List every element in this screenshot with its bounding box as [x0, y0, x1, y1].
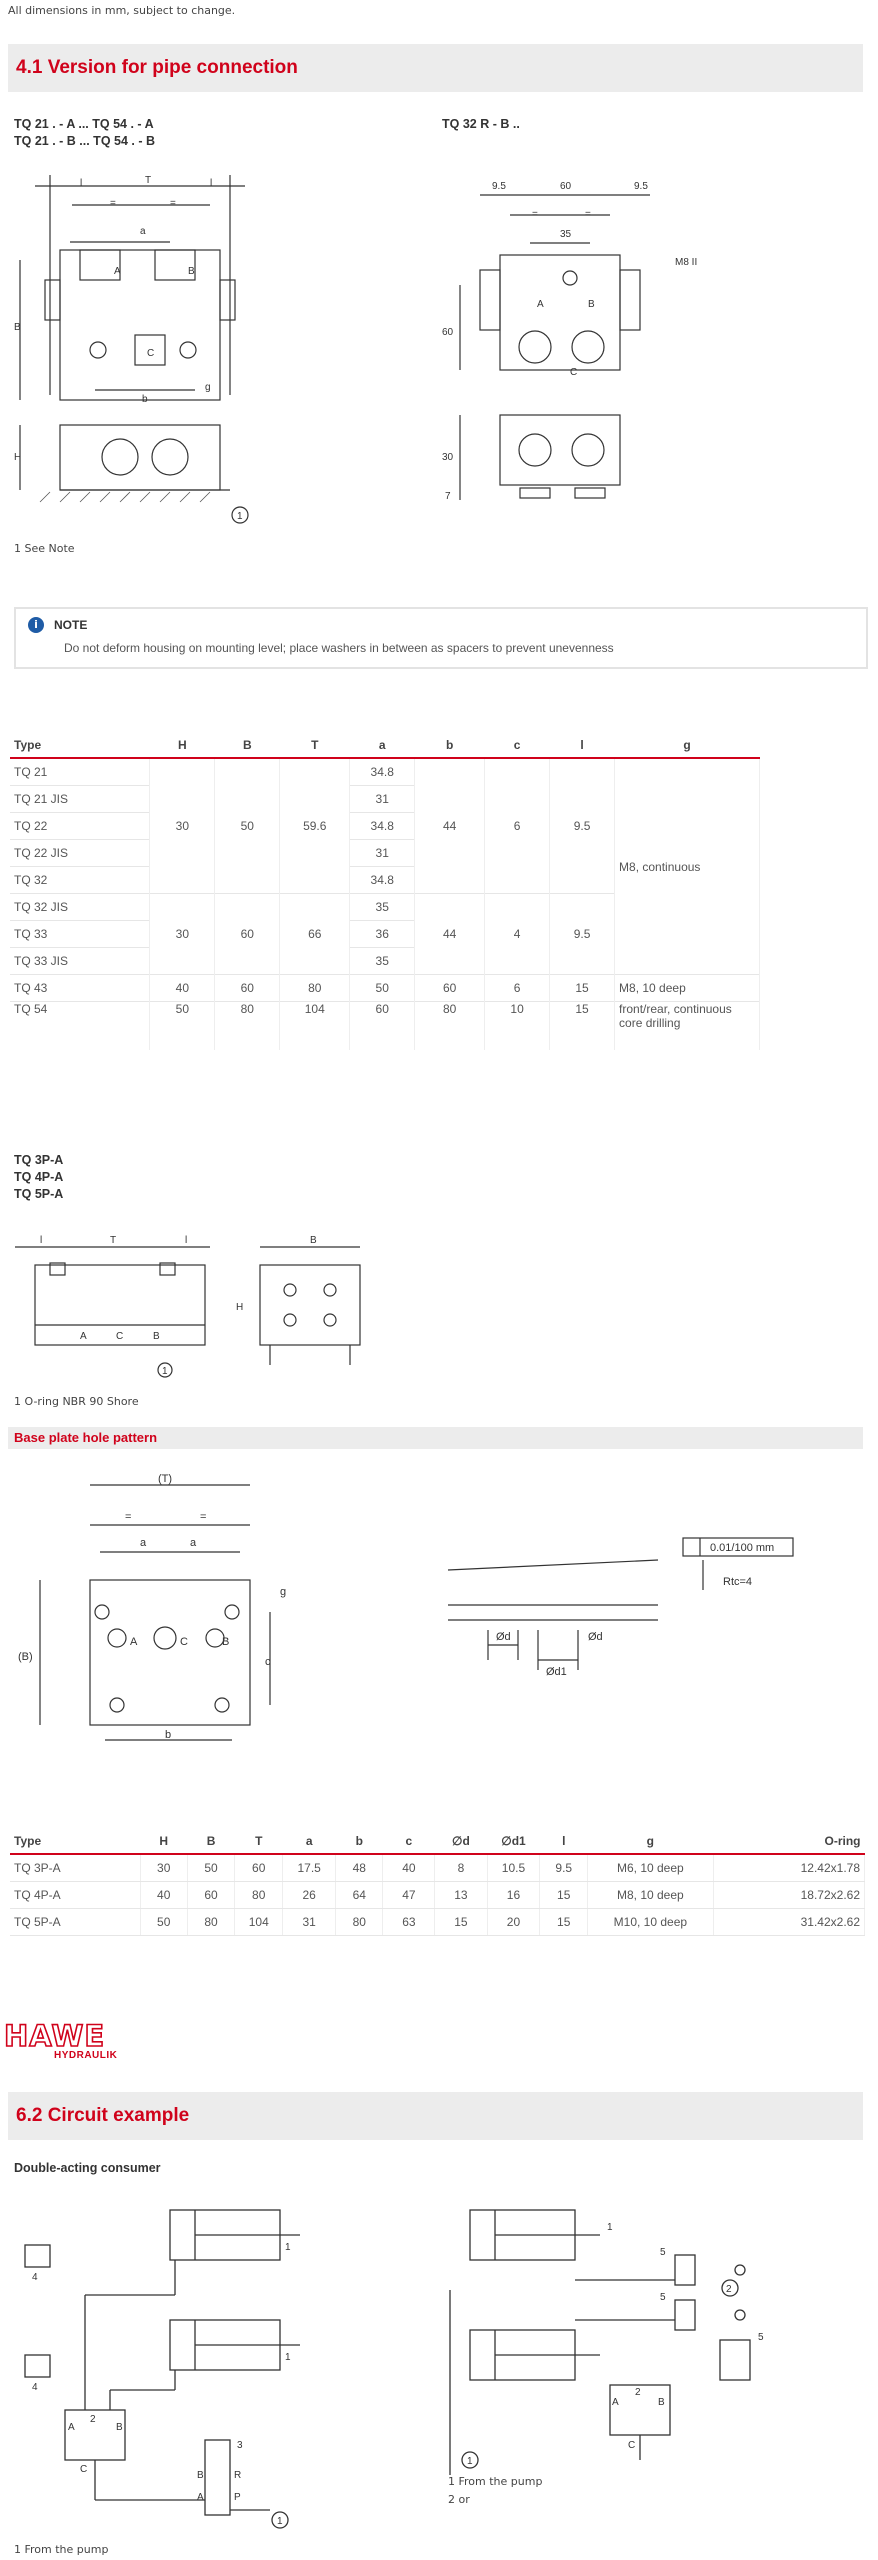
cell: 47: [383, 1882, 435, 1909]
pipe-connection-drawing-right: [440, 175, 720, 515]
circuit-diagram-right: [440, 2200, 780, 2520]
cell: 40: [140, 1882, 187, 1909]
cell: 35: [350, 948, 415, 975]
col-header: g: [615, 733, 760, 758]
svg-text:=: =: [585, 209, 591, 220]
svg-text:a: a: [190, 1537, 197, 1549]
col-header: l: [540, 1829, 588, 1854]
label-line: TQ 4P-A: [14, 1170, 64, 1184]
cell: 31: [283, 1909, 336, 1936]
cell: 31.42x2.62: [713, 1909, 864, 1936]
svg-text:9.5: 9.5: [492, 181, 506, 192]
cell: 48: [336, 1854, 383, 1882]
svg-text:A: A: [114, 266, 121, 277]
svg-text:a: a: [140, 1537, 147, 1549]
col-header: ∅d1: [487, 1829, 540, 1854]
svg-text:1: 1: [607, 2222, 613, 2233]
col-header: H: [150, 733, 215, 758]
roughness-label: Rtc=4: [723, 1576, 753, 1588]
cell: 15: [540, 1909, 588, 1936]
cell: 104: [280, 1002, 350, 1051]
svg-text:H: H: [14, 452, 22, 463]
cell: 6: [485, 975, 550, 1002]
type-cell: TQ 33: [10, 921, 150, 948]
svg-text:=: =: [170, 198, 176, 209]
cell: 8: [435, 1854, 487, 1882]
type-cell: TQ 21 JIS: [10, 786, 150, 813]
svg-text:3: 3: [237, 2440, 243, 2451]
cell: 18.72x2.62: [713, 1882, 864, 1909]
svg-text:B: B: [153, 1331, 160, 1342]
cell: 59.6: [280, 758, 350, 894]
cell: 17.5: [283, 1854, 336, 1882]
cell: 10: [485, 1002, 550, 1051]
col-header: b: [415, 733, 485, 758]
svg-text:l: l: [210, 178, 213, 189]
cell: 26: [283, 1882, 336, 1909]
type-cell: TQ 32 JIS: [10, 894, 150, 921]
svg-text:C: C: [116, 1331, 124, 1342]
svg-text:A: A: [80, 1331, 87, 1342]
note-title: NOTE: [54, 618, 88, 632]
svg-text:M8 II: M8 II: [675, 257, 698, 268]
table-row: [10, 1002, 760, 1051]
col-header: B: [187, 1829, 234, 1854]
cell: 50: [187, 1854, 234, 1882]
cell: 60: [350, 1002, 415, 1051]
svg-text:1: 1: [467, 2456, 473, 2467]
cell: 50: [350, 975, 415, 1002]
svg-text:l: l: [40, 1235, 43, 1246]
svg-text:5: 5: [660, 2292, 666, 2303]
cell: 15: [435, 1909, 487, 1936]
svg-text:C: C: [147, 348, 155, 359]
svg-text:a: a: [140, 226, 146, 237]
table-row: [10, 758, 760, 786]
hawe-logo: [4, 2021, 134, 2063]
cell: 9.5: [550, 758, 615, 894]
svg-text:T: T: [110, 1235, 117, 1246]
svg-text:B: B: [222, 1636, 230, 1648]
footnote-see-note: 1 See Note: [14, 542, 75, 555]
cell: 31: [350, 840, 415, 867]
cell: 30: [150, 758, 215, 894]
cell: 15: [540, 1882, 588, 1909]
label-line-1: TQ 21 . - A ... TQ 54 . - A: [14, 117, 154, 131]
cell: 31: [350, 786, 415, 813]
svg-text:B: B: [658, 2397, 665, 2408]
svg-text:60: 60: [442, 327, 454, 338]
svg-text:Ød: Ød: [496, 1631, 511, 1643]
svg-text:(B): (B): [18, 1651, 33, 1663]
svg-text:Ød: Ød: [588, 1631, 603, 1643]
footnote-oring: 1 O-ring NBR 90 Shore: [14, 1395, 139, 1408]
type-cell: TQ 5P-A: [10, 1909, 140, 1936]
type-cell: TQ 54: [10, 1002, 150, 1051]
type-cell: TQ 22 JIS: [10, 840, 150, 867]
dimension-table-1: [10, 733, 760, 1050]
svg-text:2: 2: [90, 2414, 96, 2425]
col-header: c: [485, 733, 550, 758]
col-header: T: [280, 733, 350, 758]
flatness-drawing: [438, 1530, 818, 1700]
drawing-label-right: TQ 32 R - B ..: [442, 117, 520, 131]
cell: 4: [485, 894, 550, 975]
cell: 63: [383, 1909, 435, 1936]
svg-text:7: 7: [445, 491, 451, 502]
cell: 10.5: [487, 1854, 540, 1882]
svg-text:4: 4: [32, 2382, 38, 2393]
cell: 20: [487, 1909, 540, 1936]
cell: 40: [150, 975, 215, 1002]
cell: 9.5: [550, 894, 615, 975]
label-line-2: TQ 21 . - B ... TQ 54 . - B: [14, 134, 155, 148]
type-cell: TQ 32: [10, 867, 150, 894]
cell: 80: [235, 1882, 283, 1909]
circuit-diagram-left: [10, 2200, 320, 2545]
svg-text:A: A: [612, 2397, 619, 2408]
cell: 66: [280, 894, 350, 975]
right-footnote-2: 2 or: [448, 2493, 470, 2506]
logo-brand: HAWE: [4, 2019, 106, 2053]
svg-text:9.5: 9.5: [634, 181, 648, 192]
cell: 36: [350, 921, 415, 948]
cell: M8, 10 deep: [615, 975, 760, 1002]
svg-text:=: =: [110, 198, 116, 209]
svg-text:B: B: [588, 299, 595, 310]
svg-text:g: g: [205, 382, 211, 393]
cell: 44: [415, 758, 485, 894]
svg-text:2: 2: [635, 2387, 641, 2398]
svg-text:C: C: [80, 2464, 88, 2475]
cell: M8, continuous: [615, 758, 760, 975]
svg-text:1: 1: [285, 2352, 291, 2363]
section-header-6-2: [8, 2092, 863, 2140]
cell: 15: [550, 1002, 615, 1051]
cell: 30: [150, 894, 215, 975]
cell: 50: [140, 1909, 187, 1936]
cell: 12.42x1.78: [713, 1854, 864, 1882]
type-cell: TQ 43: [10, 975, 150, 1002]
cell: 80: [415, 1002, 485, 1051]
base-plate-header: [8, 1427, 863, 1449]
cell: M10, 10 deep: [588, 1909, 714, 1936]
cell: 50: [215, 758, 280, 894]
svg-text:Ød1: Ød1: [546, 1666, 567, 1678]
cell: 50: [150, 1002, 215, 1051]
type-cell: TQ 4P-A: [10, 1882, 140, 1909]
cell: 34.8: [350, 813, 415, 840]
svg-text:P: P: [234, 2492, 241, 2503]
flatness-label: 0.01/100 mm: [710, 1542, 775, 1554]
svg-text:=: =: [200, 1511, 207, 1523]
cell: 104: [235, 1909, 283, 1936]
circuit-subtitle: Double-acting consumer: [14, 2161, 161, 2175]
svg-text:1: 1: [162, 1366, 168, 1377]
cell: 34.8: [350, 867, 415, 894]
cell: 60: [215, 894, 280, 975]
svg-text:4: 4: [32, 2272, 38, 2283]
col-header: a: [350, 733, 415, 758]
svg-text:H: H: [236, 1302, 244, 1313]
tq-p-labels: [14, 1152, 63, 1203]
cell: 6: [485, 758, 550, 894]
table-header-row: [10, 1829, 865, 1854]
pipe-connection-drawing-left: [10, 170, 270, 530]
table-header-row: [10, 733, 760, 758]
col-header: T: [235, 1829, 283, 1854]
svg-text:1: 1: [277, 2516, 283, 2527]
table-row: [10, 1882, 865, 1909]
note-text: Do not deform housing on mounting level; place washers in between as spacers to prevent unevenness: [64, 641, 614, 655]
cell: 60: [215, 975, 280, 1002]
svg-text:C: C: [180, 1636, 188, 1648]
col-header: l: [550, 733, 615, 758]
svg-text:A: A: [197, 2492, 204, 2503]
intro-text: All dimensions in mm, subject to change.: [8, 4, 236, 17]
label-line: TQ 5P-A: [14, 1187, 64, 1201]
svg-text:A: A: [537, 299, 544, 310]
cell: 34.8: [350, 758, 415, 786]
section-title: 6.2 Circuit example: [16, 2105, 190, 2126]
type-cell: TQ 3P-A: [10, 1854, 140, 1882]
svg-text:b: b: [165, 1729, 172, 1741]
svg-text:B: B: [116, 2422, 123, 2433]
dimension-table-2: [10, 1829, 865, 1936]
right-footnote-1: 1 From the pump: [448, 2475, 543, 2488]
svg-text:5: 5: [660, 2247, 666, 2258]
cell: 64: [336, 1882, 383, 1909]
cell: 30: [140, 1854, 187, 1882]
type-cell: TQ 21: [10, 758, 150, 786]
cell: 60: [187, 1882, 234, 1909]
cell: 80: [215, 1002, 280, 1051]
cell: 9.5: [540, 1854, 588, 1882]
cell: 80: [336, 1909, 383, 1936]
cell: 13: [435, 1882, 487, 1909]
svg-text:c: c: [265, 1656, 271, 1668]
col-header: a: [283, 1829, 336, 1854]
cell: 16: [487, 1882, 540, 1909]
table-row: [10, 1909, 865, 1936]
cell: 80: [187, 1909, 234, 1936]
svg-text:35: 35: [560, 229, 572, 240]
cell: 35: [350, 894, 415, 921]
left-footnote: 1 From the pump: [14, 2543, 109, 2556]
cell: 60: [415, 975, 485, 1002]
cell: 44: [415, 894, 485, 975]
svg-text:A: A: [68, 2422, 75, 2433]
drawing-label-left: [14, 116, 155, 150]
svg-text:30: 30: [442, 452, 454, 463]
col-header: ∅d: [435, 1829, 487, 1854]
svg-text:60: 60: [560, 181, 572, 192]
cell: M8, 10 deep: [588, 1882, 714, 1909]
svg-text:R: R: [234, 2470, 242, 2481]
col-header: g: [588, 1829, 714, 1854]
svg-text:5: 5: [758, 2332, 764, 2343]
note-box: [14, 607, 868, 669]
col-header: b: [336, 1829, 383, 1854]
type-cell: TQ 22: [10, 813, 150, 840]
hole-pattern-drawing: [10, 1470, 310, 1760]
svg-text:B: B: [197, 2470, 204, 2481]
section-header-4-1: [8, 44, 863, 92]
table-row: [10, 1854, 865, 1882]
svg-text:1: 1: [285, 2242, 291, 2253]
cell: 80: [280, 975, 350, 1002]
svg-text:2: 2: [726, 2284, 732, 2295]
svg-text:T: T: [145, 175, 152, 186]
cell: 40: [383, 1854, 435, 1882]
svg-text:=: =: [532, 209, 538, 220]
logo-sub: HYDRAULIK: [54, 2050, 118, 2061]
svg-text:A: A: [130, 1636, 138, 1648]
svg-text:l: l: [185, 1235, 188, 1246]
svg-text:(T): (T): [158, 1473, 173, 1485]
svg-text:B: B: [188, 266, 195, 277]
col-header: H: [140, 1829, 187, 1854]
svg-text:C: C: [628, 2440, 636, 2451]
col-header: Type: [10, 1829, 140, 1854]
col-header: B: [215, 733, 280, 758]
tq-p-drawing: [10, 1225, 380, 1385]
table-row: [10, 975, 760, 1002]
cell: 15: [550, 975, 615, 1002]
base-plate-title: Base plate hole pattern: [14, 1430, 158, 1445]
section-title: 4.1 Version for pipe connection: [16, 57, 298, 78]
label-line: TQ 3P-A: [14, 1153, 64, 1167]
type-cell: TQ 33 JIS: [10, 948, 150, 975]
svg-text:=: =: [125, 1511, 132, 1523]
cell: M6, 10 deep: [588, 1854, 714, 1882]
svg-text:b: b: [142, 394, 148, 405]
cell: 60: [235, 1854, 283, 1882]
col-header: Type: [10, 733, 150, 758]
info-icon: i: [28, 617, 44, 633]
cell: front/rear, continuous core drilling: [615, 1002, 760, 1051]
svg-text:1: 1: [237, 511, 243, 522]
svg-text:l: l: [80, 178, 83, 189]
svg-text:g: g: [280, 1586, 287, 1598]
svg-text:B: B: [14, 322, 21, 333]
svg-text:C: C: [570, 367, 578, 378]
col-header: O-ring: [713, 1829, 864, 1854]
col-header: c: [383, 1829, 435, 1854]
svg-text:B: B: [310, 1235, 317, 1246]
